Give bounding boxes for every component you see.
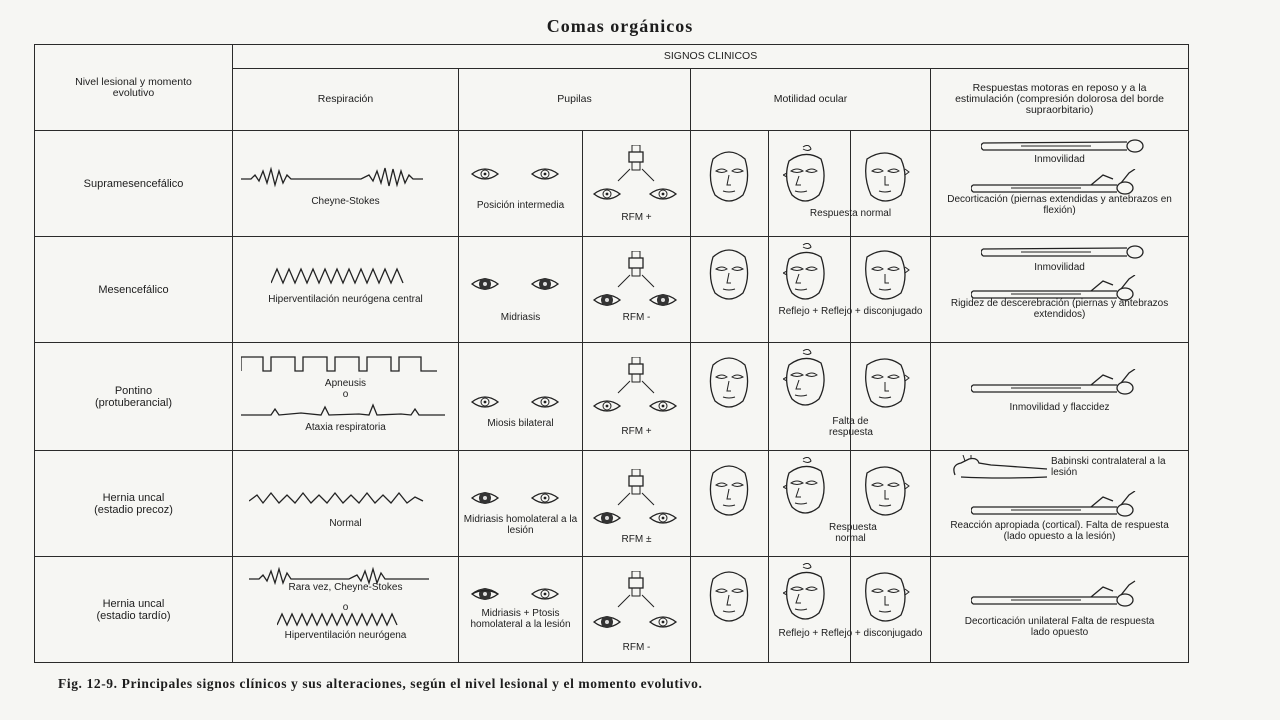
dilated-eye-icon bbox=[471, 275, 571, 295]
babinski-foot-icon bbox=[951, 455, 1051, 483]
face-icon bbox=[705, 247, 757, 307]
header-pupils: Pupilas bbox=[459, 69, 691, 131]
ocular-cell-1 bbox=[691, 237, 769, 343]
page-title: Comas orgánicos bbox=[546, 16, 694, 36]
respiration-cell bbox=[233, 451, 459, 557]
header-ocular: Motilidad ocular bbox=[691, 69, 931, 131]
rfm-cell bbox=[583, 451, 691, 557]
face-turned-icon bbox=[783, 145, 835, 207]
pupil-label: Posición intermedia bbox=[476, 200, 565, 211]
pupil-cell bbox=[459, 343, 583, 451]
table-row bbox=[35, 131, 1189, 237]
pupil-label: Miosis bilateral bbox=[487, 418, 554, 429]
ocular-cell-3 bbox=[851, 557, 931, 663]
level-cell: Pontino (protuberancial) bbox=[35, 343, 233, 451]
ocular-cell-1 bbox=[691, 557, 769, 663]
clinical-signs-table bbox=[34, 44, 1189, 663]
face-turned-icon bbox=[783, 243, 835, 305]
pupil-label: Midriasis + Ptosis homolateral a la lesión bbox=[470, 608, 571, 630]
header-respiration: Respiración bbox=[233, 69, 459, 131]
face-icon bbox=[705, 355, 757, 415]
face-icon bbox=[705, 569, 757, 629]
rfm-cell bbox=[583, 343, 691, 451]
ocular-cell-1 bbox=[691, 451, 769, 557]
light-reflex-icon bbox=[593, 571, 683, 639]
face-turned-icon bbox=[783, 349, 835, 411]
ocular-cell-3 bbox=[851, 131, 931, 237]
motor-label-a: Babinski contralateral a la lesión bbox=[1051, 456, 1166, 478]
motor-label-a: Inmovilidad bbox=[1034, 154, 1085, 165]
table-row bbox=[35, 237, 1189, 343]
motor-label-b: Reacción apropiada (cortical). Falta de respuesta (lado opuesto a la lesión) bbox=[950, 520, 1169, 542]
ocular-cell-2 bbox=[769, 451, 877, 557]
pupil-label: Midriasis homolateral a la lesión bbox=[463, 514, 578, 536]
ocular-label: Reflejo + Reflejo + disconjugado bbox=[778, 628, 923, 639]
rfm-label: RFM + bbox=[621, 212, 652, 223]
ocular-cell-1 bbox=[691, 131, 769, 237]
level-cell: Mesencefálico bbox=[35, 237, 233, 343]
face-icon bbox=[705, 463, 757, 523]
miotic-eye-icon bbox=[471, 393, 571, 413]
rfm-label: RFM - bbox=[622, 312, 651, 323]
face-side-icon bbox=[863, 569, 919, 629]
lying-body-icon bbox=[981, 243, 1151, 263]
pupil-cell bbox=[459, 451, 583, 557]
face-turned-icon bbox=[783, 563, 835, 625]
rfm-label: RFM + bbox=[621, 426, 652, 437]
motor-label-b: Rigidez de descerebración (piernas y antebrazos extendidos) bbox=[950, 298, 1169, 320]
ocular-cell-3 bbox=[851, 343, 931, 451]
face-side-icon bbox=[863, 355, 919, 415]
face-turned-icon bbox=[783, 457, 835, 519]
respiration-label-b: Ataxia respiratoria bbox=[305, 422, 386, 433]
hyperventilation-trace bbox=[277, 611, 407, 627]
ocular-cell-2 bbox=[769, 557, 923, 663]
apneusis-trace bbox=[241, 353, 451, 373]
header-motor: Respuestas motoras en reposo y a la estimulación (compresión dolorosa del borde supraorbitario) bbox=[931, 69, 1189, 131]
light-reflex-icon bbox=[593, 145, 683, 207]
ocular-label: Respuesta normal bbox=[809, 208, 892, 219]
respiration-label: Normal bbox=[329, 518, 362, 529]
eye-icon bbox=[471, 165, 571, 185]
motor-cell bbox=[931, 237, 1189, 343]
respiration-cell bbox=[233, 237, 459, 343]
ocular-cell-2 bbox=[769, 237, 923, 343]
decortication-body-icon bbox=[971, 169, 1151, 195]
respiration-cell bbox=[233, 343, 459, 451]
header-level: Nivel lesional y momento evolutivo bbox=[35, 45, 233, 131]
level-cell: Supramesencefálico bbox=[35, 131, 233, 237]
light-reflex-icon bbox=[593, 469, 683, 531]
rfm-label: RFM - bbox=[622, 642, 651, 653]
pupil-label: Midriasis bbox=[500, 312, 541, 323]
ocular-cell-1 bbox=[691, 343, 769, 451]
pupil-cell bbox=[459, 237, 583, 343]
motor-cell bbox=[931, 131, 1189, 237]
hyperventilation-trace bbox=[271, 263, 421, 289]
ocular-cell-2 bbox=[769, 343, 873, 451]
light-reflex-icon bbox=[593, 357, 683, 419]
unilateral-dilated-eye-icon bbox=[471, 489, 571, 509]
ocular-cell-3 bbox=[851, 451, 931, 557]
face-icon bbox=[705, 149, 757, 209]
light-reflex-icon bbox=[593, 251, 683, 313]
respiration-label: Hiperventilación neurógena central bbox=[268, 294, 423, 305]
flaccid-body-icon bbox=[971, 369, 1151, 395]
figure-caption: Fig. 12-9. Principales signos clínicos y sus alteraciones, según el nivel lesional y el momento evolutivo. bbox=[58, 676, 703, 691]
rfm-cell bbox=[583, 237, 691, 343]
respiration-or: o bbox=[342, 389, 349, 400]
ataxic-trace bbox=[241, 401, 451, 419]
respiration-label-a: Apneusis bbox=[324, 378, 367, 389]
table-row bbox=[35, 343, 1189, 451]
cheyne-stokes-trace bbox=[241, 165, 451, 191]
respiration-label-a: Rara vez, Cheyne-Stokes bbox=[288, 582, 403, 593]
motor-label: Inmovilidad y flaccidez bbox=[1009, 402, 1110, 413]
ocular-label: Falta de respuesta bbox=[829, 416, 873, 438]
normal-breathing-trace bbox=[249, 489, 439, 507]
motor-cell bbox=[931, 557, 1189, 663]
ocular-cell-3 bbox=[851, 237, 931, 343]
respiration-label: Cheyne-Stokes bbox=[311, 196, 380, 207]
header-group: SIGNOS CLINICOS bbox=[233, 45, 1189, 69]
unilateral-decortication-body-icon bbox=[971, 579, 1151, 609]
respiration-or: o bbox=[342, 602, 349, 613]
face-side-icon bbox=[863, 149, 919, 209]
rfm-label: RFM ± bbox=[621, 534, 652, 545]
motor-cell bbox=[931, 343, 1189, 451]
ptosis-eye-icon bbox=[471, 585, 571, 605]
ocular-cell-2 bbox=[769, 131, 892, 237]
respiration-cell bbox=[233, 557, 459, 663]
rfm-cell bbox=[583, 131, 691, 237]
motor-cell bbox=[931, 451, 1189, 557]
table-row bbox=[35, 451, 1189, 557]
motor-label: Decorticación unilateral Falta de respuesta lado opuesto bbox=[964, 616, 1155, 638]
pupil-cell bbox=[459, 131, 583, 237]
ocular-label: Reflejo + Reflejo + disconjugado bbox=[778, 306, 923, 317]
level-cell: Hernia uncal (estadio tardío) bbox=[35, 557, 233, 663]
motor-label-a: Inmovilidad bbox=[1034, 262, 1085, 273]
pupil-cell bbox=[459, 557, 583, 663]
cortical-response-body-icon bbox=[971, 491, 1151, 517]
motor-label-b: Decorticación (piernas extendidas y antebrazos en flexión) bbox=[947, 194, 1172, 216]
table-row bbox=[35, 557, 1189, 663]
face-side-icon bbox=[863, 247, 919, 307]
ocular-label: Respuesta normal bbox=[829, 522, 877, 544]
face-side-icon bbox=[863, 463, 919, 523]
level-cell: Hernia uncal (estadio precoz) bbox=[35, 451, 233, 557]
respiration-label-b: Hiperventilación neurógena bbox=[284, 630, 407, 641]
rfm-cell bbox=[583, 557, 691, 663]
respiration-cell bbox=[233, 131, 459, 237]
